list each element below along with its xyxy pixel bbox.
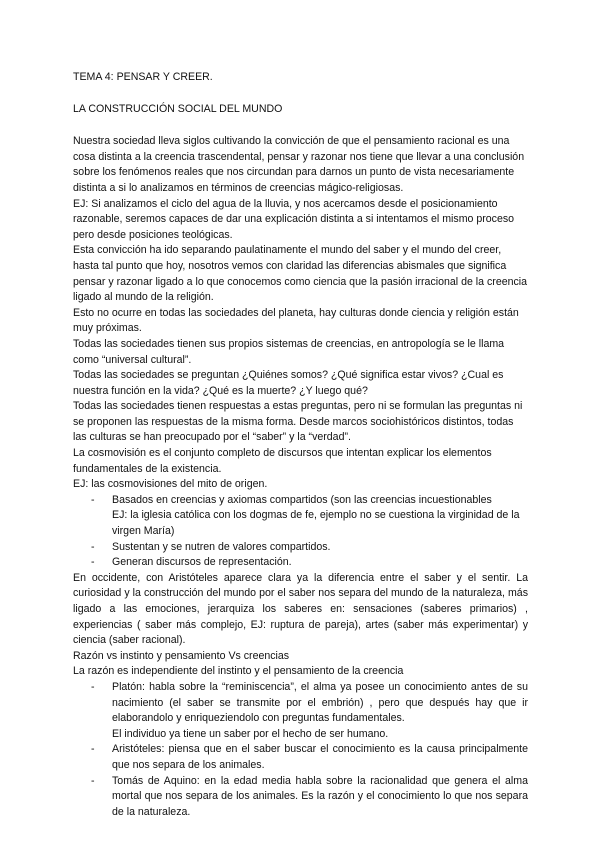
list-item	[73, 555, 528, 571]
paragraph-intro: Nuestra sociedad lleva siglos cultivando la convicción de que el pensamiento racional es una cosa distinta a la creencia trascendental, pensar y razonar nos tiene que llevar a una conclusión sobre los fenómenos reales que nos circundan para darnos un punto de vista necesariamente distinta a si lo analizamos en términos de creencias mágico-religiosas.	[73, 135, 525, 194]
list-item-text: Basados en creencias y axiomas compartidos (son las creencias incuestionables	[112, 493, 492, 506]
cosmovision-list	[73, 493, 528, 571]
list-item-text: Tomás de Aquino: en la edad media habla sobre la racionalidad que genera el alma mortal que nos separa de los animales. Es la razón y el conocimiento lo que nos separa de la naturaleza.	[112, 774, 528, 818]
list-item-text: Platón: habla sobre la “reminiscencia”, el alma ya posee un conocimiento antes de su nacimiento (el saber se transmite por el embrión) , pero que después hay que ir elaborandolo y enriqueziendolo con preguntas fundamentales.	[112, 680, 528, 725]
list-item-note: El individuo ya tiene un saber por el hecho de ser humano.	[112, 727, 389, 740]
list-item-text: Sustentan y se nutren de valores compartidos.	[112, 540, 331, 553]
list-item	[73, 774, 528, 821]
list-item	[73, 742, 528, 773]
list-item-note: EJ: la iglesia católica con los dogmas de fe, ejemplo no se cuestiona la virginidad de la virgen María)	[112, 509, 520, 538]
paragraph-questions: Todas las sociedades se preguntan ¿Quiénes somos? ¿Qué significa estar vivos? ¿Cual es nuestra función en la vida? ¿Qué es la muerte? ¿Y luego qué?	[73, 369, 504, 397]
paragraph-societies: Esto no ocurre en todas las sociedades del planeta, hay culturas donde ciencia y religión están muy próximas.	[73, 306, 519, 335]
razon-heading: Razón vs instinto y pensamiento Vs creencias	[73, 649, 290, 662]
list-item-text: Generan discursos de representación.	[112, 556, 292, 569]
paragraph-example-origin: EJ: las cosmovisiones del mito de origen.	[73, 478, 268, 491]
dash-bullet: -	[91, 493, 95, 506]
dash-bullet: -	[91, 556, 95, 569]
paragraph-occidente: En occidente, con Aristóteles aparece clara ya la diferencia entre el saber y el sentir. La curiosidad y la construcción del mundo por el saber nos separa del mundo de la naturaleza, más ligado a las emociones, jerarquiza los saberes en: sensaciones (saberes primarios) , experiencias ( saber más complejo, EJ: ruptura de pareja), artes (saber más experimentar) y ciencia (saber racional).	[73, 571, 528, 647]
paragraph-answers: Todas las sociedades tienen respuestas a estas preguntas, pero ni se formulan las preguntas ni se proponen las respuestas de la misma forma. Desde marcos sociohistóricos distintos, todas las culturas se han preocupado por el “saber” y la “verdad”.	[73, 400, 523, 444]
paragraph-example-water: EJ: Si analizamos el ciclo del agua de la lluvia, y nos acercamos desde el posicionamiento razonable, seremos capaces de dar una explicación distinta a si intentamos el mismo proceso pero desde posiciones teológicas.	[73, 197, 515, 241]
dash-bullet: -	[91, 680, 95, 693]
paragraph-cosmovision: La cosmovisión es el conjunto completo de discursos que intentan explicar los elementos fundamentales de la existencia.	[73, 447, 492, 475]
list-item	[73, 493, 528, 509]
list-item-text: Aristóteles: piensa que en el saber buscar el conocimiento es la causa principalmente que nos separa de los animales.	[112, 743, 528, 771]
dash-bullet: -	[91, 774, 95, 787]
list-item	[73, 680, 528, 727]
razon-intro: La razón es independiente del instinto y el pensamiento de la creencia	[73, 665, 404, 678]
document-title: TEMA 4: PENSAR Y CREER.	[73, 71, 213, 83]
philosophers-list	[73, 680, 528, 820]
paragraph-conviction: Esta convicción ha ido separando paulatinamente el mundo del saber y el mundo del creer, hasta tal punto que hoy, nosotros vemos con claridad las diferencias abismales que significa pensar y razonar ligado a lo que conocemos como ciencia que la pasión irracional de la creencia ligado al mundo de la religión.	[73, 244, 528, 304]
dash-bullet: -	[91, 743, 95, 756]
paragraph-belief-systems: Todas las sociedades tienen sus propios sistemas de creencias, en antropología se le llama como “universal cultural”.	[73, 337, 505, 366]
section-title: LA CONSTRUCCIÓN SOCIAL DEL MUNDO	[73, 102, 283, 115]
list-item	[73, 540, 528, 556]
dash-bullet: -	[91, 540, 95, 553]
